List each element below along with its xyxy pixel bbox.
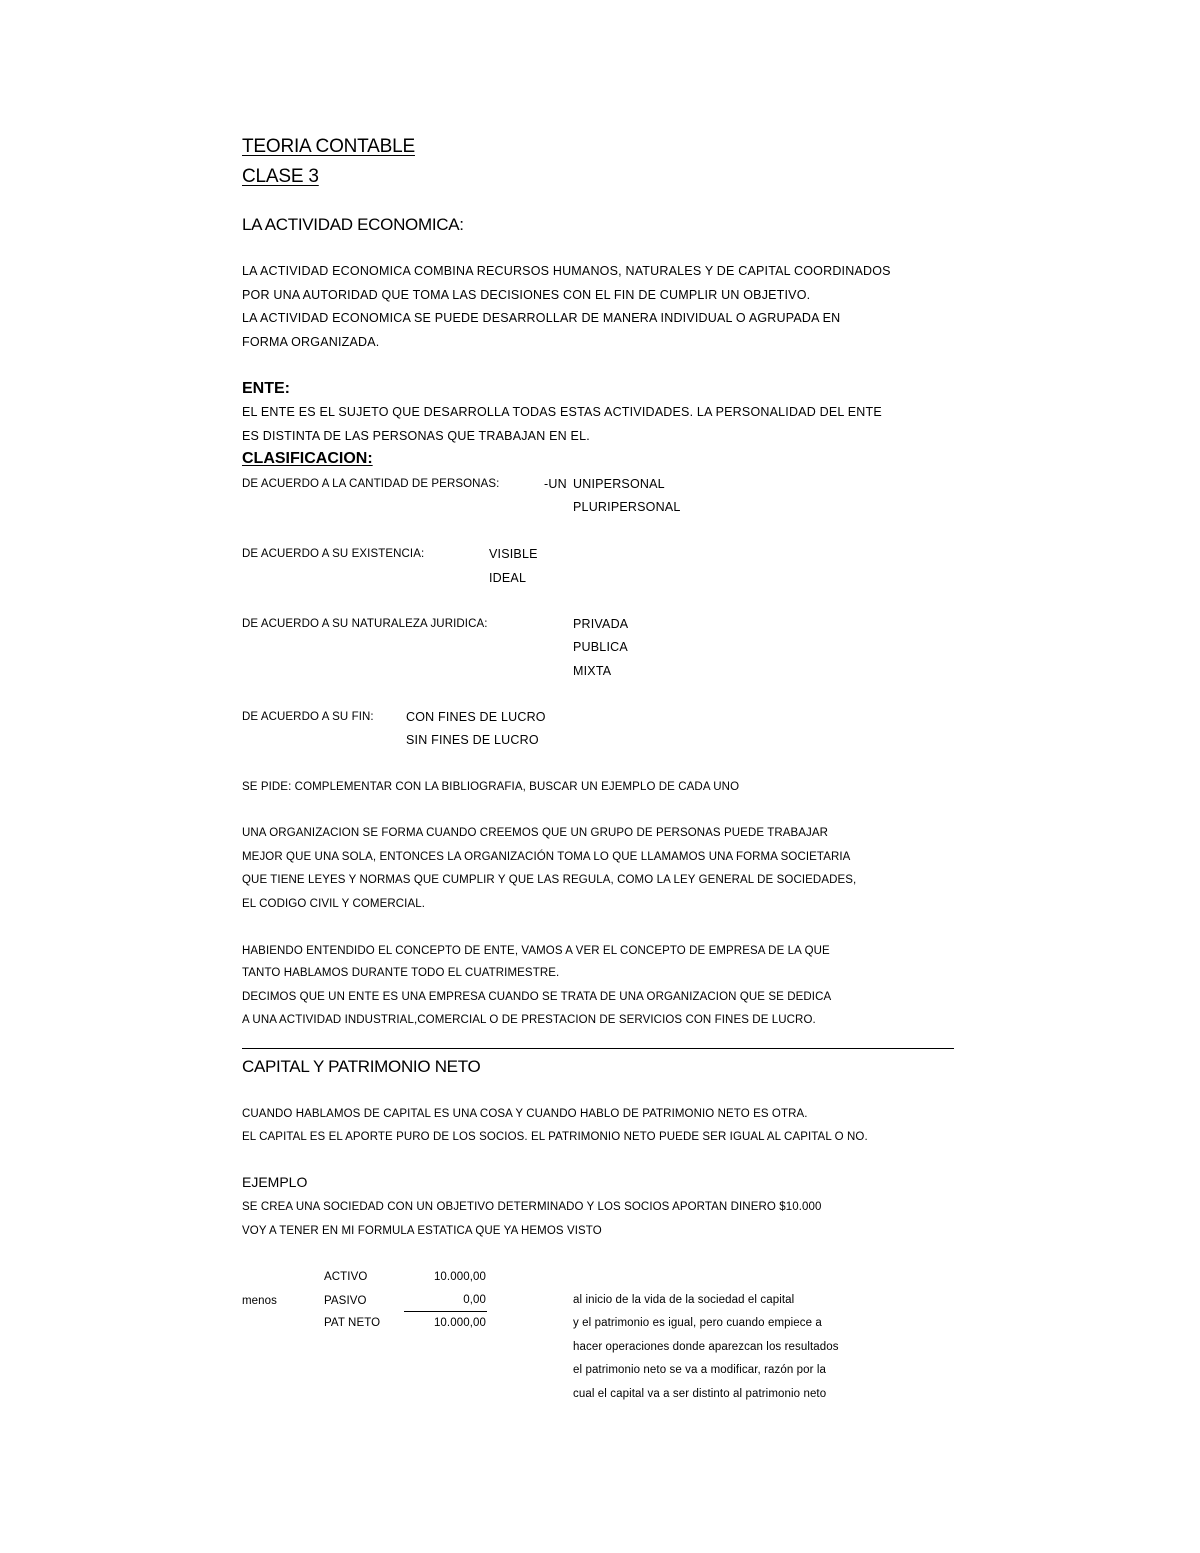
formula-label: PAT NETO — [324, 1317, 381, 1329]
paragraph-line: LA ACTIVIDAD ECONOMICA SE PUEDE DESARROLLAR DE MANERA INDIVIDUAL O AGRUPADA EN — [242, 311, 841, 325]
paragraph-line: A UNA ACTIVIDAD INDUSTRIAL,COMERCIAL O DE PRESTACION DE SERVICIOS CON FINES DE LUCRO. — [242, 1014, 816, 1026]
note-line: y el patrimonio es igual, pero cuando empiece a — [573, 1317, 822, 1329]
paragraph-line: LA ACTIVIDAD ECONOMICA COMBINA RECURSOS HUMANOS, NATURALES Y DE CAPITAL COORDINADOS — [242, 264, 891, 278]
classification-label: DE ACUERDO A LA CANTIDAD DE PERSONAS: — [242, 478, 500, 490]
classification-label: DE ACUERDO A SU EXISTENCIA: — [242, 548, 425, 560]
classification-option: CON FINES DE LUCRO — [406, 710, 546, 724]
paragraph-line: EL CODIGO CIVIL Y COMERCIAL. — [242, 898, 426, 910]
classification-option: PRIVADA — [573, 617, 629, 631]
classification-prefix: -UN — [544, 477, 567, 491]
assignment-note: SE PIDE: COMPLEMENTAR CON LA BIBLIOGRAFIA, BUSCAR UN EJEMPLO DE CADA UNO — [242, 781, 740, 793]
note-line: el patrimonio neto se va a modificar, razón por la — [573, 1364, 827, 1376]
classification-label: DE ACUERDO A SU NATURALEZA JURIDICA: — [242, 618, 488, 630]
section-heading-capital: CAPITAL Y PATRIMONIO NETO — [242, 1057, 481, 1076]
paragraph-line: ES DISTINTA DE LAS PERSONAS QUE TRABAJAN EN EL. — [242, 429, 590, 443]
section-separator — [242, 1048, 954, 1049]
paragraph-line: SE CREA UNA SOCIEDAD CON UN OBJETIVO DETERMINADO Y LOS SOCIOS APORTAN DINERO $10.000 — [242, 1201, 822, 1213]
paragraph-line: FORMA ORGANIZADA. — [242, 335, 380, 349]
formula-label: ACTIVO — [324, 1271, 368, 1283]
paragraph-line: EL CAPITAL ES EL APORTE PURO DE LOS SOCIOS. EL PATRIMONIO NETO PUEDE SER IGUAL AL CAPITAL O NO. — [242, 1131, 868, 1143]
paragraph-line: VOY A TENER EN MI FORMULA ESTATICA QUE YA HEMOS VISTO — [242, 1225, 602, 1237]
paragraph-line: MEJOR QUE UNA SOLA, ENTONCES LA ORGANIZACIÓN TOMA LO QUE LLAMAMOS UNA FORMA SOCIETARIA — [242, 851, 851, 863]
note-line: al inicio de la vida de la sociedad el capital — [573, 1294, 795, 1306]
formula-value: 0,00 — [463, 1294, 486, 1306]
classification-option: MIXTA — [573, 664, 612, 678]
formula-label: PASIVO — [324, 1295, 367, 1307]
formula-value: 10.000,00 — [433, 1317, 486, 1329]
classification-label: DE ACUERDO A SU FIN: — [242, 711, 374, 723]
note-line: cual el capital va a ser distinto al patrimonio neto — [573, 1388, 827, 1400]
classification-option: VISIBLE — [489, 547, 538, 561]
paragraph-line: DECIMOS QUE UN ENTE ES UNA EMPRESA CUANDO SE TRATA DE UNA ORGANIZACION QUE SE DEDICA — [242, 991, 832, 1003]
section-heading-clasificacion: CLASIFICACION: — [242, 450, 373, 467]
classification-option: UNIPERSONAL — [573, 477, 665, 491]
classification-option: PLURIPERSONAL — [573, 500, 681, 514]
sum-rule — [404, 1311, 487, 1312]
paragraph-line: CUANDO HABLAMOS DE CAPITAL ES UNA COSA Y CUANDO HABLO DE PATRIMONIO NETO ES OTRA. — [242, 1108, 808, 1120]
classification-option: PUBLICA — [573, 640, 628, 654]
paragraph-line: QUE TIENE LEYES Y NORMAS QUE CUMPLIR Y QUE LAS REGULA, COMO LA LEY GENERAL DE SOCIEDADES, — [242, 874, 857, 886]
paragraph-line: HABIENDO ENTENDIDO EL CONCEPTO DE ENTE, VAMOS A VER EL CONCEPTO DE EMPRESA DE LA QUE — [242, 945, 830, 957]
classification-option: IDEAL — [489, 571, 527, 585]
paragraph-line: TANTO HABLAMOS DURANTE TODO EL CUATRIMESTRE. — [242, 967, 560, 979]
paragraph-line: UNA ORGANIZACION SE FORMA CUANDO CREEMOS QUE UN GRUPO DE PERSONAS PUEDE TRABAJAR — [242, 827, 829, 839]
paragraph-line: POR UNA AUTORIDAD QUE TOMA LAS DECISIONES CON EL FIN DE CUMPLIR UN OBJETIVO. — [242, 288, 811, 302]
classification-option: SIN FINES DE LUCRO — [406, 733, 539, 747]
section-heading-actividad: LA ACTIVIDAD ECONOMICA: — [242, 215, 464, 234]
class-label: CLASE 3 — [242, 166, 319, 187]
paragraph-line: EL ENTE ES EL SUJETO QUE DESARROLLA TODAS ESTAS ACTIVIDADES. LA PERSONALIDAD DEL ENTE — [242, 405, 882, 419]
document-title: TEORIA CONTABLE — [242, 136, 415, 157]
example-heading: EJEMPLO — [242, 1174, 308, 1190]
formula-value: 10.000,00 — [433, 1271, 486, 1283]
formula-operator: menos — [242, 1295, 278, 1307]
note-line: hacer operaciones donde aparezcan los resultados — [573, 1341, 839, 1353]
section-heading-ente: ENTE: — [242, 380, 290, 397]
